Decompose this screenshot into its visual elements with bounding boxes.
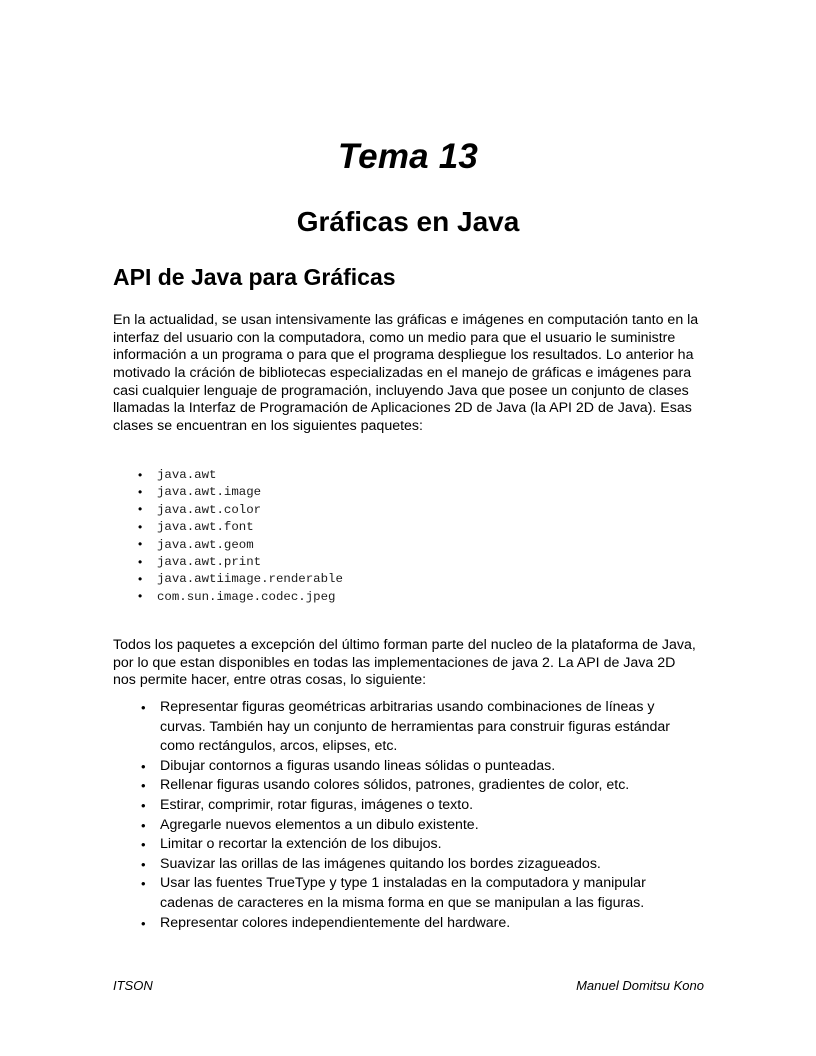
package-list-item: • java.awtiimage.renderable [138, 571, 343, 588]
footer-author: Manuel Domitsu Kono [576, 978, 704, 993]
feature-list-item: • Rellenar figuras usando colores sólidos, patrones, gradientes de color, etc. [140, 776, 700, 796]
package-list-item: • java.awt.print [138, 554, 343, 571]
page-title-sub: Gráficas en Java [296, 206, 520, 238]
page-footer [113, 978, 704, 994]
packages-note-paragraph: Todos los paquetes a excepción del último forman parte del nucleo de la plataforma de Java, por lo que estan disponibles en todas las implementaciones de java 2. La API de Java 2D nos permite hacer, entre otras cosas, lo siguiente: [113, 637, 696, 689]
feature-list-item: • Agregarle nuevos elementos a un dibulo existente. [140, 816, 700, 836]
feature-list-item: • Limitar o recortar la extención de los dibujos. [140, 835, 700, 855]
feature-list-item: • Usar las fuentes TrueType y type 1 instaladas en la computadora y manipular cadenas de caracteres en la misma forma en que se manipulan a las figuras. [140, 874, 700, 913]
feature-list-item: • Dibujar contornos a figuras usando lineas sólidas o punteadas. [140, 757, 700, 777]
package-list-item: • com.sun.image.codec.jpeg [138, 589, 343, 606]
page-title-main: Tema 13 [337, 137, 479, 177]
feature-list-item: • Representar colores independientemente del hardware. [140, 914, 700, 934]
package-list-item: • java.awt.font [138, 519, 343, 536]
package-list-item: • java.awt [138, 467, 343, 484]
feature-list [140, 698, 700, 933]
package-list [138, 467, 343, 606]
intro-paragraph: En la actualidad, se usan intensivamente las gráficas e imágenes en computación tanto en la interfaz del usuario con la computadora, como un medio para que el usuario le suministre información a un programa o para que el programa despliegue los resultados. Lo anterior ha motivado la cráción de bibliotecas especializadas en el manejo de gráficas e imágenes para casi cualquier lenguaje de programación, incluyendo Java que posee un conjunto de clases llamadas la Interfaz de Programación de Aplicaciones 2D de Java (la API 2D de Java). Esas clases se encuentran en los siguientes paquetes: [113, 312, 699, 434]
package-list-item: • java.awt.image [138, 484, 343, 501]
section-heading-api-de-java-para-graficas: API de Java para Gráficas [113, 264, 396, 290]
package-list-item: • java.awt.color [138, 502, 343, 519]
feature-list-item: • Estirar, comprimir, rotar figuras, imágenes o texto. [140, 796, 700, 816]
package-list-item: • java.awt.geom [138, 537, 343, 554]
feature-list-item: • Representar figuras geométricas arbitrarias usando combinaciones de líneas y curvas. También hay un conjunto de herramientas para construir figuras estándar como rectángulos, arcos, elipses, etc. [140, 698, 700, 757]
feature-list-item: • Suavizar las orillas de las imágenes quitando los bordes zizagueados. [140, 855, 700, 875]
footer-institution: ITSON [113, 978, 153, 993]
